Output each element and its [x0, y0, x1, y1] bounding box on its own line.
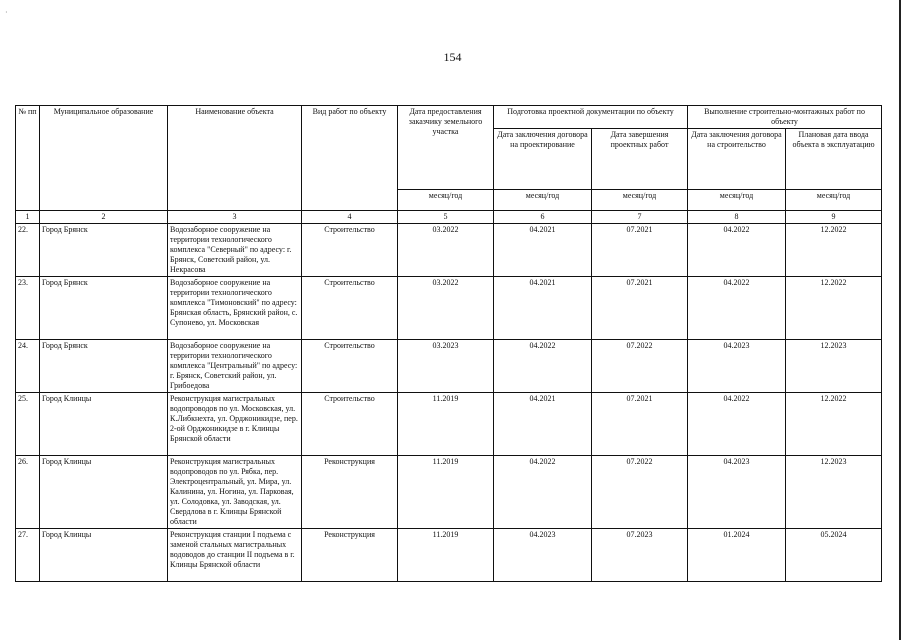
cell-municipality: Город Брянск — [40, 224, 168, 277]
cell-commissioning: 12.2023 — [786, 340, 882, 393]
cell-object: Водозаборное сооружение на территории технологического комплекса "Северный" по адресу: г. Брянск, Советский район, ул. Некрасова — [168, 224, 302, 277]
cell-design-contract: 04.2022 — [494, 456, 592, 529]
cell-object: Водозаборное сооружение на территории технологического комплекса "Тимоновский" по адресу: Брянская область, Брянский район, с. Супонево, ул. Московская — [168, 277, 302, 340]
cell-land: 03.2023 — [398, 340, 494, 393]
cell-construction-contract: 04.2023 — [688, 456, 786, 529]
header-land-date: Дата предоставления заказчику земельного участка — [398, 106, 494, 190]
cell-num: 24. — [16, 340, 40, 393]
cell-commissioning: 05.2024 — [786, 529, 882, 582]
cell-object: Реконструкция магистральных водопроводов по ул. Московская, ул. К.Либкнехта, ул. Орджоникидзе, пер. 2-ой Орджоникидзе в г. Клинцы Брянской области — [168, 393, 302, 456]
cell-design-end: 07.2021 — [592, 224, 688, 277]
col-number: 1 — [16, 211, 40, 224]
cell-municipality: Город Клинцы — [40, 529, 168, 582]
table-row — [16, 529, 882, 582]
cell-construction-contract: 04.2022 — [688, 393, 786, 456]
cell-design-end: 07.2021 — [592, 277, 688, 340]
table-row — [16, 340, 882, 393]
cell-construction-contract: 04.2022 — [688, 224, 786, 277]
cell-design-end: 07.2022 — [592, 340, 688, 393]
col-number: 8 — [688, 211, 786, 224]
table-row — [16, 224, 882, 277]
cell-construction-contract: 01.2024 — [688, 529, 786, 582]
cell-land: 11.2019 — [398, 393, 494, 456]
table-row — [16, 456, 882, 529]
col-number: 3 — [168, 211, 302, 224]
cell-work: Строительство — [302, 224, 398, 277]
page-number: 154 — [443, 50, 462, 64]
cell-work: Строительство — [302, 340, 398, 393]
page-edge-line — [899, 0, 901, 640]
cell-municipality: Город Брянск — [40, 340, 168, 393]
header-num: № пп — [16, 106, 40, 211]
col-number: 5 — [398, 211, 494, 224]
header-row-groups — [16, 106, 882, 129]
header-construction-contract: Дата заключения договора на строительство — [688, 129, 786, 190]
cell-commissioning: 12.2022 — [786, 393, 882, 456]
cell-design-contract: 04.2021 — [494, 277, 592, 340]
cell-work: Реконструкция — [302, 456, 398, 529]
unit-construction-contract: месяц/год — [688, 190, 786, 211]
cell-commissioning: 12.2023 — [786, 456, 882, 529]
cell-design-contract: 04.2022 — [494, 340, 592, 393]
cell-municipality: Город Брянск — [40, 277, 168, 340]
header-construction-group: Выполнение строительно-монтажных работ по объекту — [688, 106, 882, 129]
cell-design-end: 07.2022 — [592, 456, 688, 529]
header-object-name: Наименование объекта — [168, 106, 302, 211]
cell-object: Реконструкция магистральных водопроводов по ул. Рябка, пер. Электроцентральный, ул. Мира, ул. Калинина, ул. Ногина, ул. Парковая, ул. Солодовка, ул. Заводская, ул. Свердлова в г. Клинцы Брянской области — [168, 456, 302, 529]
header-row-col-numbers — [16, 211, 882, 224]
col-number: 7 — [592, 211, 688, 224]
cell-land: 11.2019 — [398, 529, 494, 582]
schedule-table — [15, 105, 882, 582]
unit-land: месяц/год — [398, 190, 494, 211]
scan-specks: · — [5, 8, 8, 17]
cell-work: Строительство — [302, 277, 398, 340]
unit-design-contract: месяц/год — [494, 190, 592, 211]
col-number: 4 — [302, 211, 398, 224]
cell-design-contract: 04.2023 — [494, 529, 592, 582]
cell-construction-contract: 04.2022 — [688, 277, 786, 340]
cell-num: 27. — [16, 529, 40, 582]
cell-land: 03.2022 — [398, 277, 494, 340]
cell-object: Водозаборное сооружение на территории технологического комплекса "Центральный" по адресу: г. Брянск, Советский район, ул. Грибоедова — [168, 340, 302, 393]
cell-land: 03.2022 — [398, 224, 494, 277]
cell-commissioning: 12.2022 — [786, 224, 882, 277]
col-number: 6 — [494, 211, 592, 224]
cell-num: 25. — [16, 393, 40, 456]
header-commissioning: Плановая дата ввода объекта в эксплуатацию — [786, 129, 882, 190]
header-design-contract: Дата заключения договора на проектирование — [494, 129, 592, 190]
cell-work: Строительство — [302, 393, 398, 456]
cell-municipality: Город Клинцы — [40, 393, 168, 456]
cell-num: 26. — [16, 456, 40, 529]
cell-land: 11.2019 — [398, 456, 494, 529]
cell-object: Реконструкция станции I подъема с заменой стальных магистральных водоводов до станции II подъема в г. Клинцы Брянской области — [168, 529, 302, 582]
col-number: 2 — [40, 211, 168, 224]
cell-num: 23. — [16, 277, 40, 340]
cell-design-contract: 04.2021 — [494, 393, 592, 456]
cell-municipality: Город Клинцы — [40, 456, 168, 529]
header-design-group: Подготовка проектной документации по объекту — [494, 106, 688, 129]
cell-commissioning: 12.2022 — [786, 277, 882, 340]
col-number: 9 — [786, 211, 882, 224]
header-municipality: Муниципальное образование — [40, 106, 168, 211]
cell-design-end: 07.2021 — [592, 393, 688, 456]
header-work-type: Вид работ по объекту — [302, 106, 398, 211]
cell-work: Реконструкция — [302, 529, 398, 582]
unit-design-end: месяц/год — [592, 190, 688, 211]
table-row — [16, 393, 882, 456]
cell-design-end: 07.2023 — [592, 529, 688, 582]
cell-construction-contract: 04.2023 — [688, 340, 786, 393]
header-design-end: Дата завершения проектных работ — [592, 129, 688, 190]
cell-design-contract: 04.2021 — [494, 224, 592, 277]
cell-num: 22. — [16, 224, 40, 277]
table-row — [16, 277, 882, 340]
unit-commissioning: месяц/год — [786, 190, 882, 211]
